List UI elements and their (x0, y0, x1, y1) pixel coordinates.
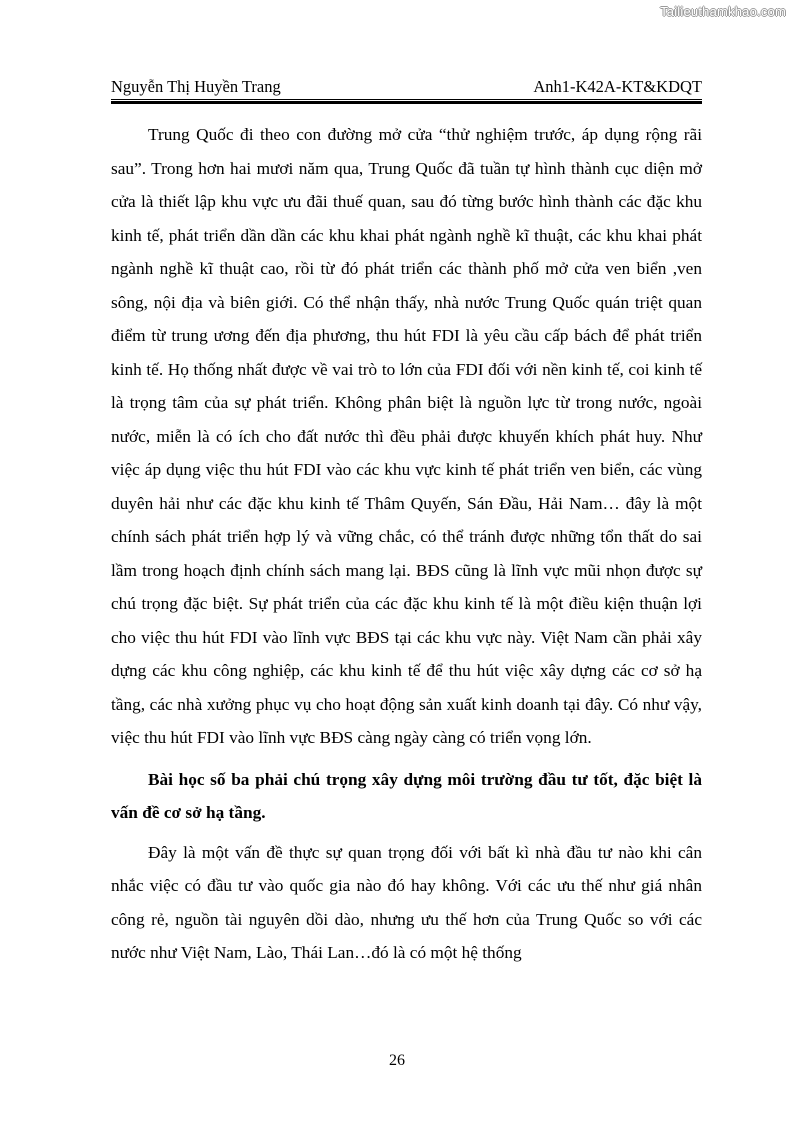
page-header (111, 77, 702, 97)
body-paragraph: Đây là một vấn đề thực sự quan trọng đối với bất kì nhà đầu tư nào khi cân nhắc việc có đầu tư vào quốc gia nào đó hay không. Với các ưu thế như giá nhân công rẻ, nguồn tài nguyên dồi dào, nhưng ưu thế hơn của Trung Quốc so với các nước như Việt Nam, Lào, Thái Lan…đó là có một hệ thống (111, 842, 702, 962)
header-author: Nguyễn Thị Huyền Trang (111, 77, 281, 96)
body-paragraph: Trung Quốc đi theo con đường mở cửa “thử nghiệm trước, áp dụng rộng rãi sau”. Trong hơn hai mươi năm qua, Trung Quốc đã tuần tự hình thành cục diện mở cửa là thiết lập khu vực ưu đãi thuế quan, sau đó từng bước hình thành các đặc khu kinh tế, phát triển dần dần các khu khai phát ngành nghề kĩ thuật, các khu khai phát ngành nghề kĩ thuật cao, rồi từ đó phát triển các thành phố mở cửa ven biển ,ven sông, nội địa và biên giới. Có thể nhận thấy, nhà nước Trung Quốc quán triệt quan điểm từ trung ương đến địa phương, thu hút FDI là yêu cầu cấp bách để phát triển kinh tế. Họ thống nhất được về vai trò to lớn của FDI đối với nền kinh tế, coi kinh tế là trọng tâm của sự phát triển. Không phân biệt là nguồn lực từ trong nước, ngoài nước, miễn là có ích cho đất nước thì đều phải được khuyến khích phát huy. Như việc áp dụng việc thu hút FDI vào các khu vực kinh tế phát triển ven biển, các vùng duyên hải như các đặc khu kinh tế Thâm Quyến, Sán Đầu, Hải Nam… đây là một chính sách phát triển hợp lý và vững chắc, có thể tránh được những tổn thất do sai lầm trong hoạch định chính sách mang lại. BĐS cũng là lĩnh vực mũi nhọn được sự chú trọng đặc biệt. Sự phát triển của các đặc khu kinh tế là một điều kiện thuận lợi cho việc thu hút FDI vào lĩnh vực BĐS tại các khu vực này. Việt Nam cần phải xây dựng các khu công nghiệp, các khu kinh tế để thu hút việc xây dựng các cơ sở hạ tầng, các nhà xưởng phục vụ cho hoạt động sản xuất kinh doanh tại đây. Có như vậy, việc thu hút FDI vào lĩnh vực BĐS càng ngày càng có triển vọng lớn. (111, 125, 702, 747)
lesson-heading: Bài học số ba phải chú trọng xây dựng môi trường đầu tư tốt, đặc biệt là vấn đề cơ sở hạ tầng. (111, 769, 702, 822)
watermark-text: Tailieuthamkhao.com (660, 4, 786, 19)
header-rule-thick (111, 101, 702, 104)
header-double-rule (111, 99, 702, 104)
header-class-code: Anh1-K42A-KT&KDQT (533, 77, 702, 96)
page-number: 26 (389, 1052, 405, 1069)
header-rule-thin (111, 99, 702, 100)
document-body (111, 118, 702, 970)
